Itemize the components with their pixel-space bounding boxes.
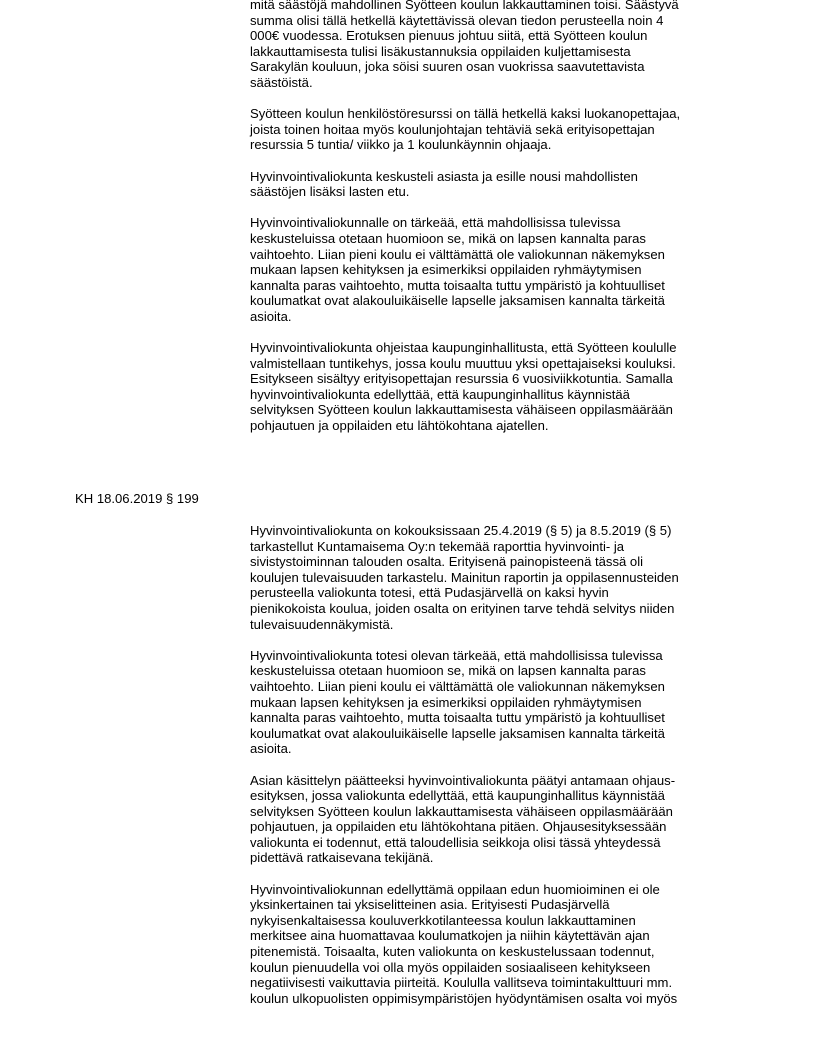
text-line: koulun pienuudella voi olla myös oppilaiden sosiaaliseen kehitykseen [250,959,651,975]
text-line: Syötteen koulun henkilöstöresurssi on tällä hetkellä kaksi luokanopettajaa, [250,106,681,122]
text-line: koulujen tulevaisuuden tarkastelu. Mainitun raportin ja oppilasennusteiden [250,569,679,585]
text-line: Hyvinvointivaliokunta totesi olevan tärkeää, että mahdollisissa tulevissa [250,647,663,663]
text-line: pienikokoista koulua, joiden osalta on erityinen tarve tehdä selvitys niiden [250,600,675,616]
text-line: Hyvinvointivaliokunta keskusteli asiasta ja esille nousi mahdollisten [250,168,638,184]
text-line: asioita. [250,308,292,324]
continued-section-text [250,0,742,434]
text-line: Hyvinvointivaliokunnan edellyttämä oppilaan edun huomioiminen ei ole [250,881,660,897]
text-line: Hyvinvointivaliokunta ohjeistaa kaupunginhallitusta, että Syötteen koululle [250,340,677,356]
text-line: tulevaisuudennäkymistä. [250,616,394,632]
text-line: 000€ vuodessa. Erotuksen pienuus johtuu siitä, että Syötteen koulun [250,28,648,44]
text-line: valiokunta ei todennut, että taloudellisia seikkoja olisi tässä yhteydessä [250,834,661,850]
text-line: valmistellaan tuntikehys, jossa koulu muuttuu yksi opettajaiseksi kouluksi. [250,355,676,371]
text-line: nykyisenkaltaisessa kouluverkkotilanteessa koulun lakkauttaminen [250,912,636,928]
text-line: summa olisi tällä hetkellä käytettävissä olevan tiedon perusteella noin 4 [250,12,664,28]
text-line: mukaan lapsen kehityksen ja esimerkiksi oppilaiden ryhmäytymisen [250,262,642,278]
kh-section-text [250,523,742,1006]
paragraph [250,648,742,757]
text-line: selvityksen Syötteen koulun lakkauttamisesta vähäiseen oppilasmäärään [250,803,673,819]
text-line: koulumatkat ovat alakouluikäiselle lapselle jaksamisen kannalta tärkeitä [250,293,665,309]
text-line: lakkauttamisesta tulisi lisäkustannuksia oppilaiden kuljettamisesta [250,43,631,59]
paragraph [250,340,742,434]
text-line: säästöistä. [250,74,313,90]
paragraph [250,169,742,200]
text-line: yksinkertainen tai yksiselitteinen asia. Erityisesti Pudasjärvellä [250,897,610,913]
text-line: merkitsee aina huomattavaa koulumatkojen ja niihin käytettävän ajan [250,928,650,944]
text-line: vaihtoehto. Liian pieni koulu ei välttämättä ole valiokunnan näkemyksen [250,246,665,262]
text-line: pitenemistä. Toisaalta, kuten valiokunta on keskustelussaan todennut, [250,944,655,960]
text-line: Esitykseen sisältyy erityisopettajan resurssia 6 vuosiviikkotuntia. Samalla [250,371,673,387]
text-line: pidettävä ratkaisevana tekijänä. [250,850,434,866]
text-line: tarkastellut Kuntamaisema Oy:n tekemää raporttia hyvinvointi- ja [250,538,625,554]
paragraph [250,0,742,91]
text-line: Sarakylän kouluun, joka söisi suuren osan vuokrissa saavutettavista [250,59,645,75]
paragraph [250,106,742,153]
text-line: kannalta paras vaihtoehto, mutta toisaalta tuttu ympäristö ja kohtuulliset [250,710,665,726]
text-line: hyvinvointivaliokunta edellyttää, että kaupunginhallitus käynnistää [250,386,630,402]
text-line: vaihtoehto. Liian pieni koulu ei välttämättä ole valiokunnan näkemyksen [250,678,665,694]
text-line: sivistystoiminnan talouden osalta. Erityisenä painopisteenä tässä oli [250,554,644,570]
text-line: esityksen, jossa valiokunta edellyttää, että kaupunginhallitus käynnistää [250,788,665,804]
text-line: pohjautuen ja oppilaiden etu lähtökohtana ajatellen. [250,418,549,434]
text-line: Hyvinvointivaliokunta on kokouksissaan 25.4.2019 (§ 5) ja 8.5.2019 (§ 5) [250,523,672,538]
paragraph [250,882,742,1007]
text-line: Hyvinvointivaliokunnalle on tärkeää, että mahdollisissa tulevissa [250,215,621,231]
text-line: koulumatkat ovat alakouluikäiselle lapselle jaksamisen kannalta tärkeitä [250,725,665,741]
text-line: keskusteluissa otetaan huomioon se, mikä on lapsen kannalta paras [250,230,646,246]
text-line: resurssia 5 tuntia/ viikko ja 1 koulunkäynnin ohjaaja. [250,137,552,153]
text-line: perusteella valiokunta totesi, että Pudasjärvellä on kaksi hyvin [250,585,609,601]
text-line: asioita. [250,741,292,757]
text-line: mitä säästöjä mahdollinen Syötteen koulun lakkauttaminen toisi. Säästyvä [250,0,679,12]
text-line: Asian käsittelyn päätteeksi hyvinvointivaliokunta päätyi antamaan ohjaus- [250,772,676,788]
text-line: joista toinen hoitaa myös koulunjohtajan tehtäviä sekä erityisopettajan [250,121,655,137]
text-line: selvityksen Syötteen koulun lakkauttamisesta vähäiseen oppilasmäärään [250,402,673,418]
text-line: pohjautuen, ja oppilaiden etu lähtökohtana pitäen. Ohjausesityksessään [250,819,667,835]
paragraph [250,215,742,324]
kh-section-label: KH 18.06.2019 § 199 [75,491,199,506]
text-line: negatiivisesti vaikuttavia piirteitä. Koululla vallitseva toimintakulttuuri mm. [250,975,673,991]
text-line: kannalta paras vaihtoehto, mutta toisaalta tuttu ympäristö ja kohtuulliset [250,277,665,293]
text-line: keskusteluissa otetaan huomioon se, mikä on lapsen kannalta paras [250,663,646,679]
text-line: koulun ulkopuolisten oppimisympäristöjen hyödyntämisen osalta voi myös [250,990,678,1006]
text-line: säästöjen lisäksi lasten etu. [250,184,410,200]
paragraph [250,523,742,632]
text-line: mukaan lapsen kehityksen ja esimerkiksi oppilaiden ryhmäytymisen [250,694,642,710]
paragraph [250,773,742,867]
